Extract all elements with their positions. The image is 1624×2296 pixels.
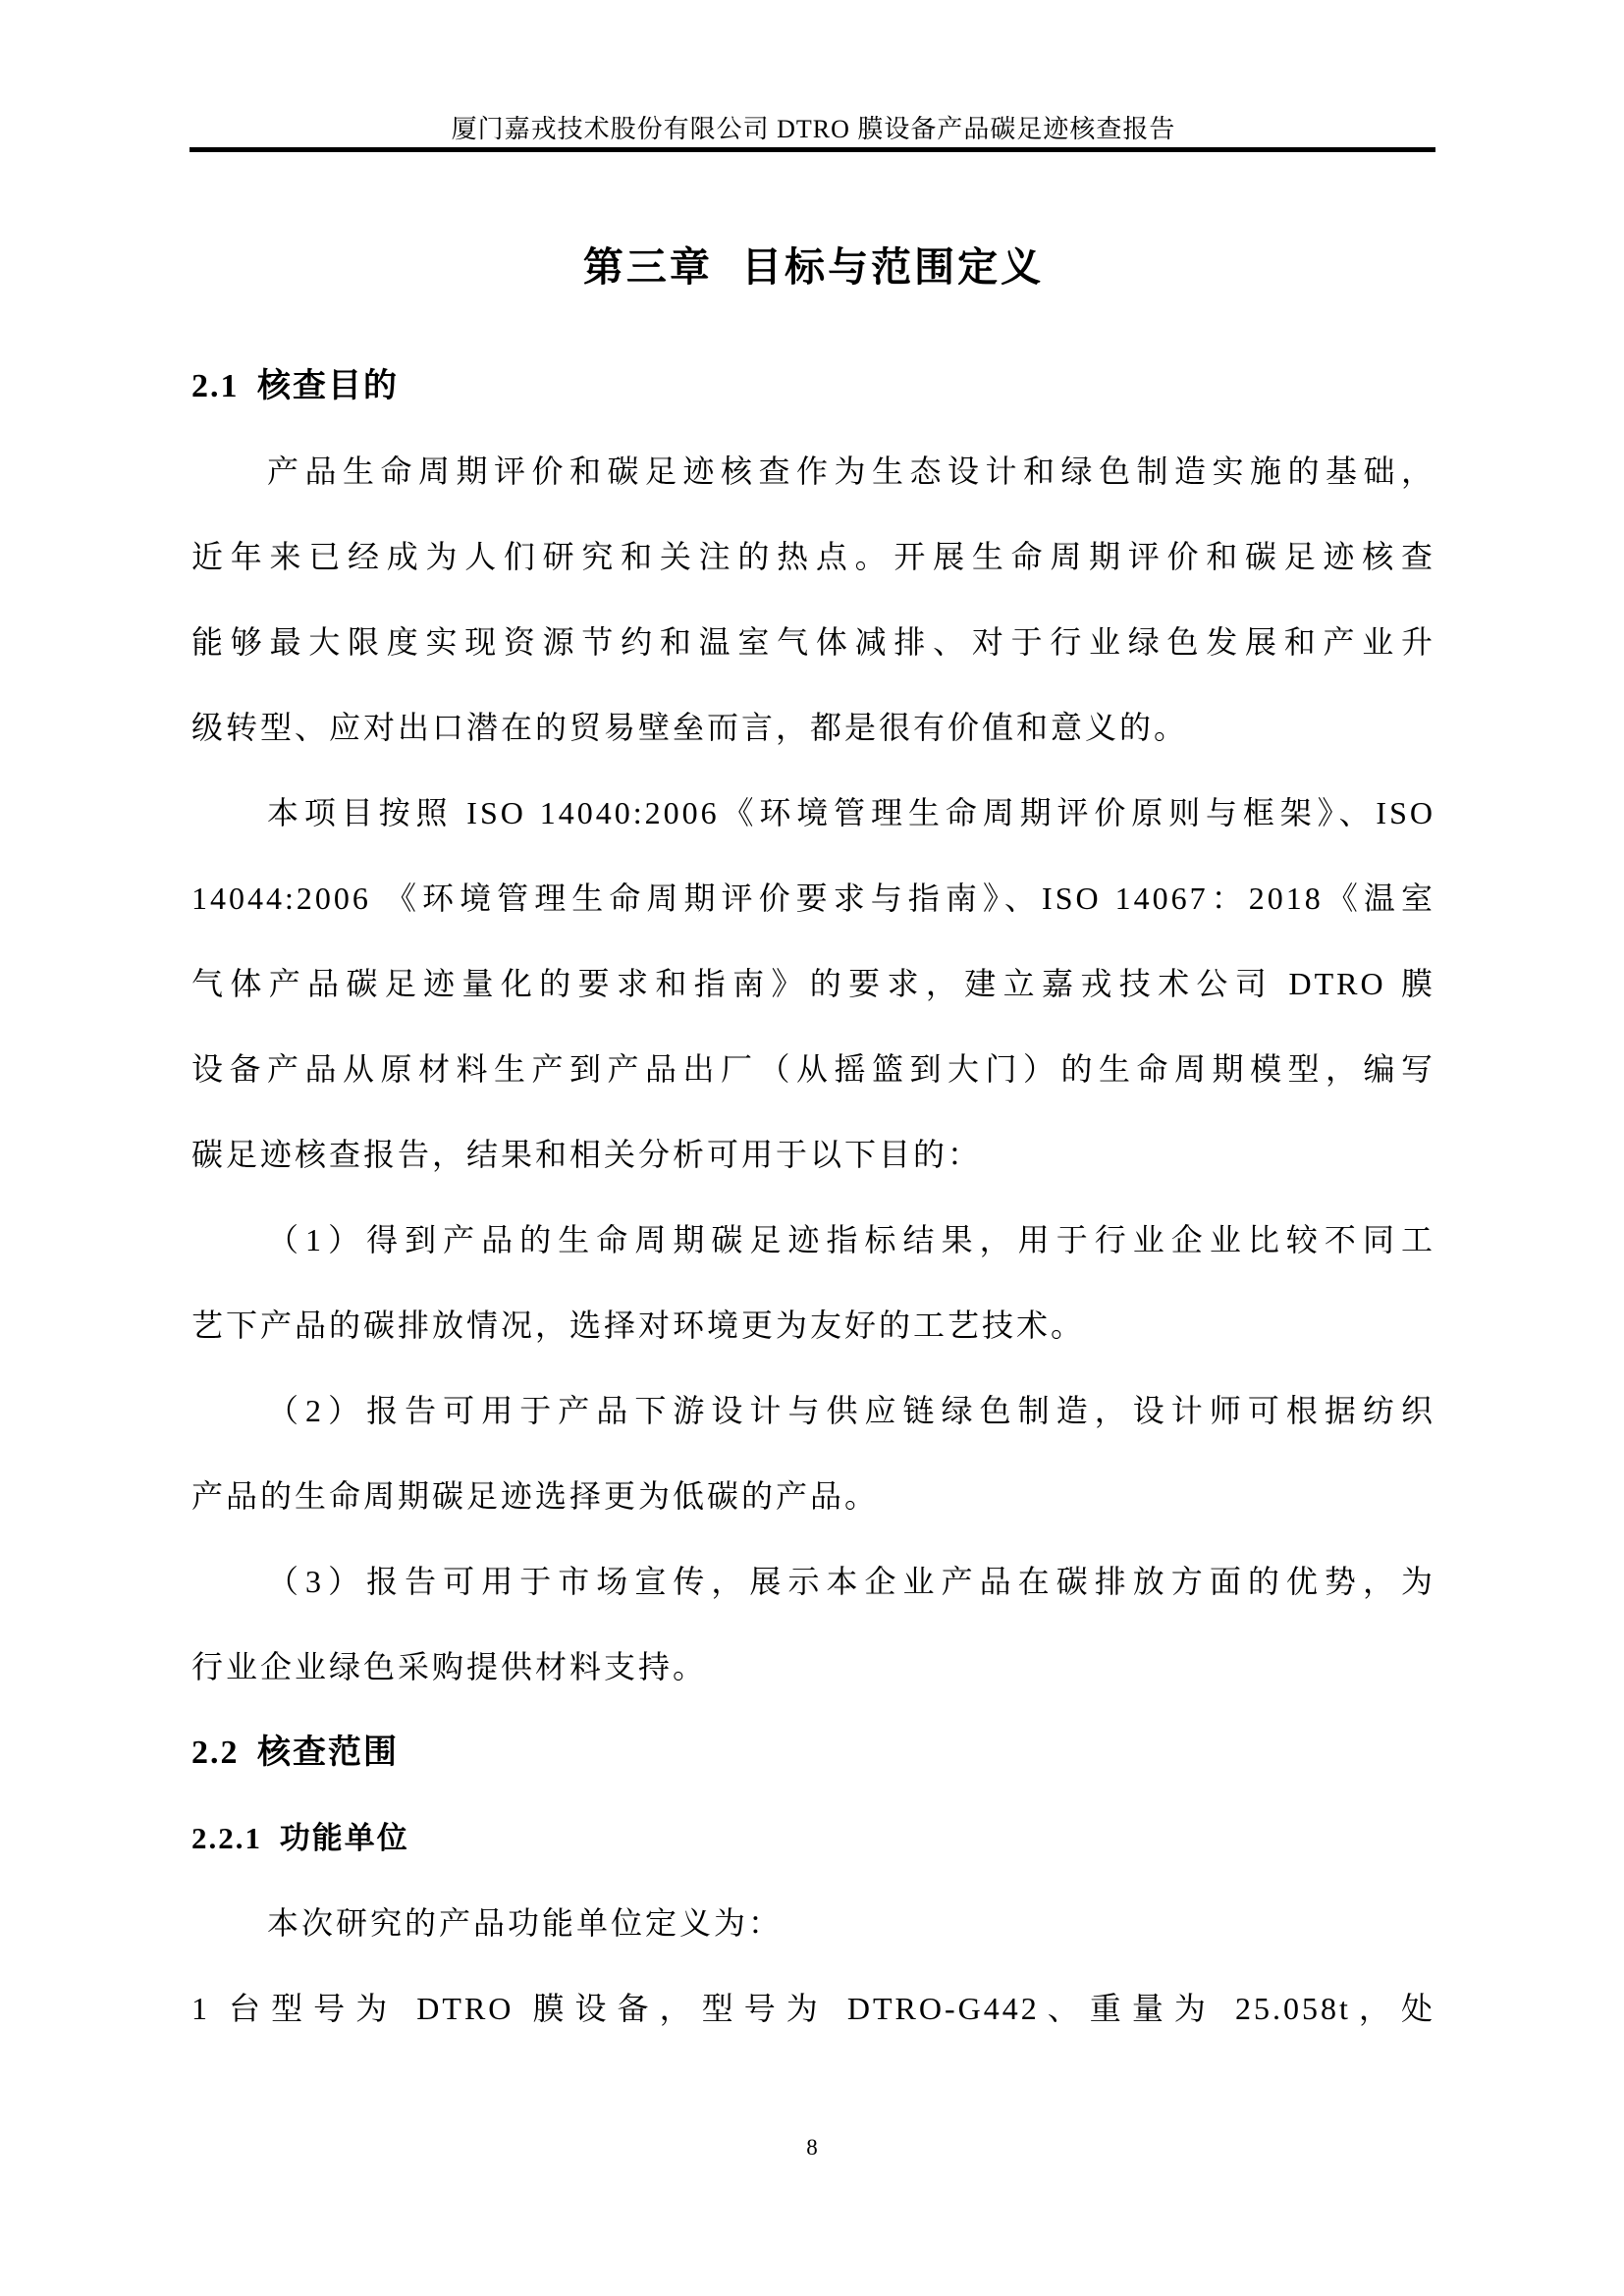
content-area [191, 344, 1435, 2052]
section-2-1-heading: 2.1 核查目的 [191, 368, 399, 404]
text-line: 艺下产品的碳排放情况，选择对环境更为友好的工艺技术。 [191, 1308, 1086, 1343]
text-line: 碳足迹核查报告，结果和相关分析可用于以下目的： [191, 1137, 983, 1172]
text-line: 气体产品碳足迹量化的要求和指南》的要求，建立嘉戎技术公司 DTRO 膜 [191, 966, 1435, 1001]
text-line: 设备产品从原材料生产到产品出厂（从摇篮到大门）的生命周期模型，编写 [191, 1051, 1435, 1087]
chapter-title: 第三章 目标与范围定义 [582, 244, 1045, 290]
text-line: 近年来已经成为人们研究和关注的热点。开展生命周期评价和碳足迹核查 [191, 539, 1435, 574]
text-line: 行业企业绿色采购提供材料支持。 [191, 1649, 708, 1684]
text-line: 1 台型号为 DTRO 膜设备，型号为 DTRO-G442、重量为 25.058t，处 [191, 1991, 1435, 2026]
section-2-2-1-heading: 2.2.1 功能单位 [191, 1821, 409, 1855]
text-line: 本项目按照 ISO 14040:2006《环境管理生命周期评价原则与框架》、ISO [267, 795, 1435, 830]
text-line: 级转型、应对出口潜在的贸易壁垒而言，都是很有价值和意义的。 [191, 710, 1189, 745]
page-number: 8 [806, 2135, 818, 2160]
text-line: 14044:2006 《环境管理生命周期评价要求与指南》、ISO 14067：2018《温室 [191, 881, 1435, 916]
text-line: （3）报告可用于市场宣传，展示本企业产品在碳排放方面的优势，为 [267, 1564, 1435, 1599]
section-2-2-heading: 2.2 核查范围 [191, 1735, 399, 1771]
text-line: 能够最大限度实现资源节约和温室气体减排、对于行业绿色发展和产业升 [191, 624, 1435, 660]
text-line: 本次研究的产品功能单位定义为： [267, 1905, 784, 1941]
running-header-title: 厦门嘉戎技术股份有限公司 DTRO 膜设备产品碳足迹核查报告 [451, 115, 1176, 143]
text-line: （2）报告可用于产品下游设计与供应链绿色制造，设计师可根据纺织 [267, 1393, 1435, 1428]
header-rule [189, 147, 1435, 152]
text-line: （1）得到产品的生命周期碳足迹指标结果，用于行业企业比较不同工 [267, 1222, 1435, 1257]
text-line: 产品生命周期评价和碳足迹核查作为生态设计和绿色制造实施的基础， [267, 454, 1435, 489]
text-line: 产品的生命周期碳足迹选择更为低碳的产品。 [191, 1478, 880, 1514]
